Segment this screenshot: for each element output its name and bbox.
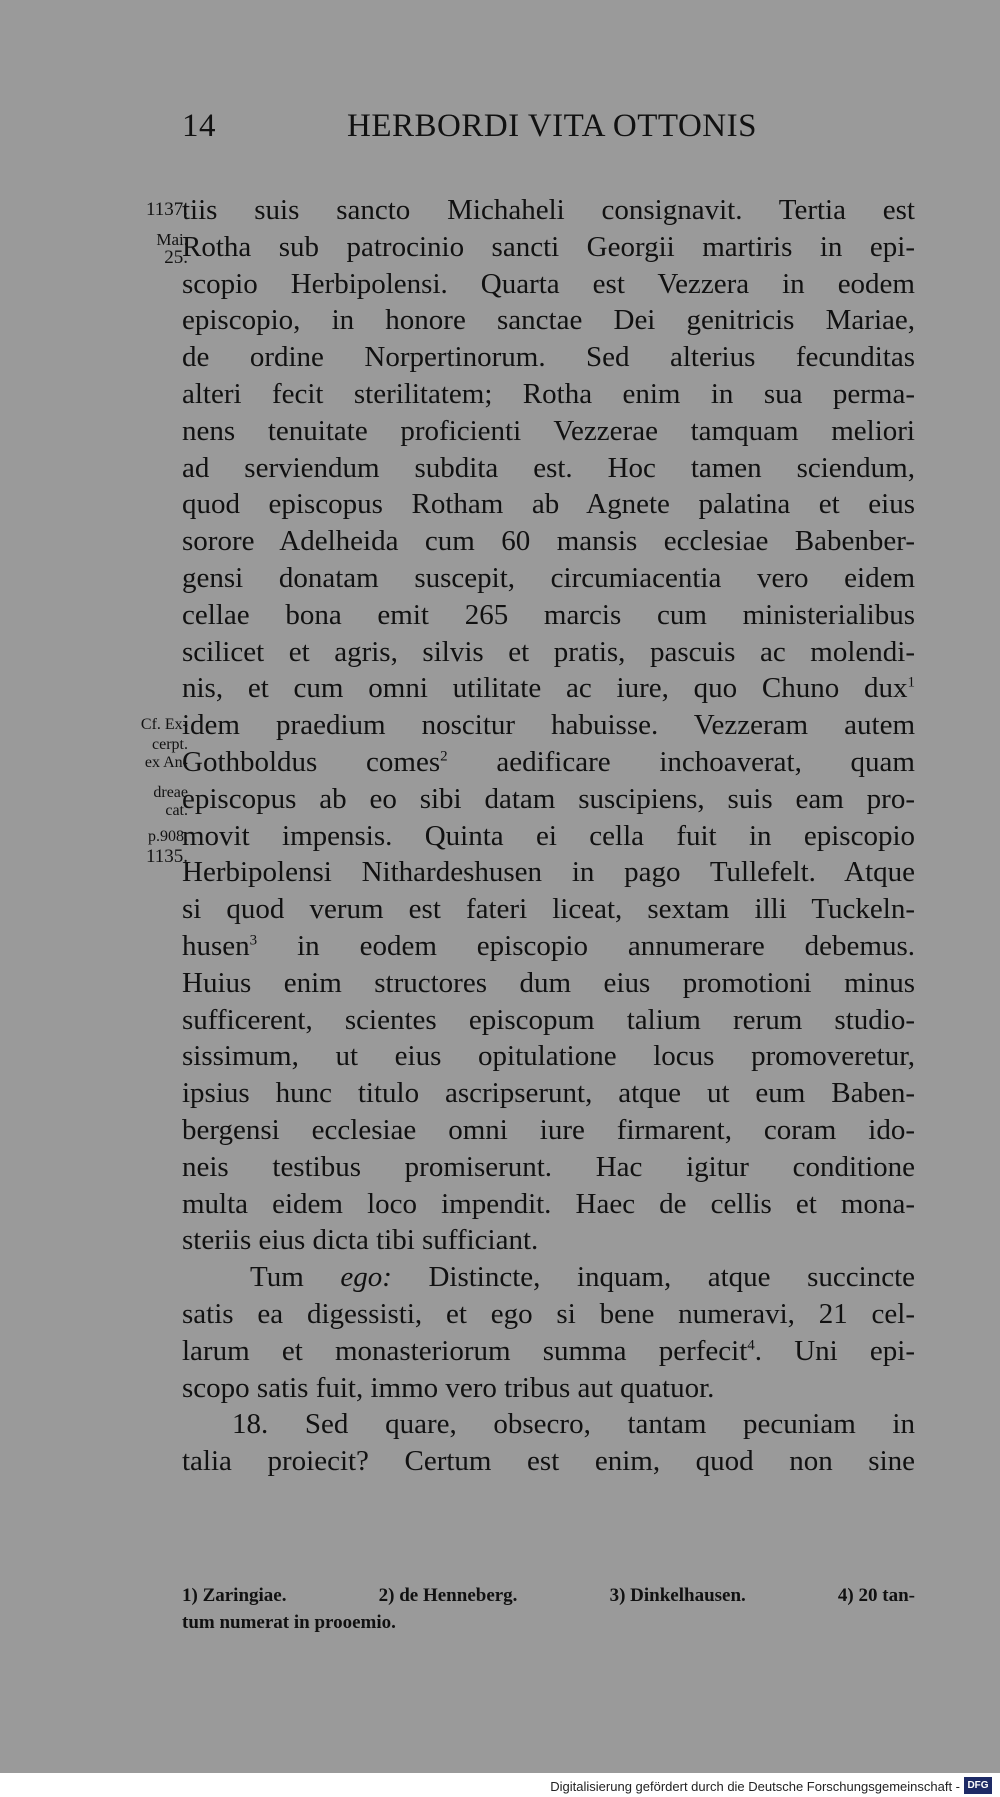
italic-text: ego:	[340, 1261, 392, 1294]
line-text: aedificare inchoaverat, quam	[447, 745, 915, 778]
footnote-ref: 2	[440, 748, 448, 765]
margin-note: 1135.	[145, 846, 188, 867]
margin-note: 25.	[164, 247, 188, 268]
line-text: Tum	[250, 1261, 304, 1294]
footnote-3: 3) Dinkelhausen.	[609, 1585, 746, 1606]
footnote-row	[182, 1582, 915, 1609]
text-line: tiis suis sancto Michaheli consignavit. Tertia est	[182, 194, 915, 226]
text-line	[182, 1333, 915, 1370]
text-line: alteri fecit sterilitatem; Rotha enim in sua perma-	[182, 377, 915, 410]
line-text: husen	[182, 929, 250, 962]
text-line: movit impensis. Quinta ei cella fuit in episcopio	[182, 819, 915, 852]
text-line: steriis eius dicta tibi sufficiant.	[182, 1224, 539, 1257]
text-line: episcopus ab eo sibi datam suscipiens, suis eam pro-	[182, 782, 915, 815]
line-text: . Uni epi-	[754, 1334, 915, 1367]
digitization-credit-bar	[0, 1773, 1000, 1797]
text-line: scilicet et agris, silvis et pratis, pascuis ac molendi-	[182, 635, 915, 668]
text-line: nens tenuitate proficienti Vezzerae tamquam meliori	[182, 414, 915, 447]
text-line: scopo satis fuit, immo vero tribus aut quatuor.	[182, 1371, 715, 1404]
footnote-ref: 3	[249, 932, 258, 949]
margin-note: Mai.	[156, 230, 188, 249]
text-line: neis testibus promiserunt. Hac igitur conditione	[182, 1150, 915, 1183]
text-line: episcopio, in honore sanctae Dei genitricis Mariae,	[182, 304, 915, 337]
text-line: scopio Herbipolensi. Quarta est Vezzera in eodem	[182, 267, 915, 300]
text-line: idem praedium noscitur habuisse. Vezzeram autem	[182, 709, 915, 742]
text-line	[182, 670, 915, 707]
text-line: bergensi ecclesiae omni iure firmarent, coram ido-	[182, 1113, 915, 1146]
text-line: gensi donatam suscepit, circumiacentia vero eidem	[182, 561, 915, 594]
text-line: cellae bona emit 265 marcis cum ministerialibus	[182, 598, 915, 631]
text-line: sorore Adelheida cum 60 mansis ecclesiae Babenber-	[182, 525, 915, 558]
footnote-1: 1) Zaringiae.	[182, 1585, 287, 1606]
page-number: 14	[182, 108, 216, 144]
text-line: 18. Sed quare, obsecro, tantam pecuniam in	[232, 1408, 915, 1441]
footnote-continuation: tum numerat in prooemio.	[182, 1612, 396, 1633]
text-line: talia proiecit? Certum est enim, quod non sine	[182, 1445, 915, 1478]
line-text: nis, et cum omni utilitate ac iure, quo Chuno dux	[182, 672, 908, 705]
margin-note: p.908.	[148, 828, 188, 845]
line-text: in eodem episcopio annumerare debemus.	[257, 929, 915, 962]
margin-note: dreae	[153, 784, 188, 801]
footnote-ref: 1	[907, 674, 915, 691]
dfg-logo-icon: DFG	[964, 1777, 992, 1794]
line-text: Gothboldus comes	[182, 745, 441, 778]
footnotes	[182, 1582, 915, 1636]
text-line	[182, 928, 915, 965]
running-title: HERBORDI VITA OTTONIS	[347, 108, 757, 144]
margin-note: cat.	[165, 802, 188, 819]
main-text	[182, 192, 915, 1480]
text-line: Rotha sub patrocinio sancti Georgii martiris in epi-	[182, 230, 915, 263]
text-line: sissimum, ut eius opitulatione locus promoveretur,	[182, 1040, 915, 1073]
text-line: Huius enim structores dum eius promotioni minus	[182, 966, 915, 999]
text-line: sufficerent, scientes episcopum talium rerum studio-	[182, 1003, 915, 1036]
text-line: de ordine Norpertinorum. Sed alterius fecunditas	[182, 341, 915, 374]
line-text: Distincte, inquam, atque succincte	[391, 1261, 916, 1294]
margin-note: Cf. Ex-	[140, 716, 188, 733]
margin-note: 1137.	[145, 199, 188, 220]
text-line	[182, 744, 915, 781]
footnote-4: 4) 20 tan-	[837, 1585, 915, 1606]
credit-text: Digitalisierung gefördert durch die Deutsche Forschungsgemeinschaft -	[550, 1779, 960, 1794]
footnote-2: 2) de Henneberg.	[378, 1585, 518, 1606]
margin-note: cerpt.	[152, 736, 188, 753]
text-line: Herbipolensi Nithardeshusen in pago Tullefelt. Atque	[182, 856, 915, 889]
text-line: satis ea digessisti, et ego si bene numeravi, 21 cel-	[182, 1297, 915, 1330]
margin-note: ex An-	[144, 754, 188, 771]
text-line: si quod verum est fateri liceat, sextam illi Tuckeln-	[182, 893, 915, 926]
text-line: quod episcopus Rotham ab Agnete palatina et eius	[182, 488, 915, 521]
text-line: ad serviendum subdita est. Hoc tamen sciendum,	[182, 451, 915, 484]
text-line: multa eidem loco impendit. Haec de cellis et mona-	[182, 1187, 915, 1220]
text-line: ipsius hunc titulo ascripserunt, atque ut eum Baben-	[182, 1077, 915, 1110]
footnote-ref: 4	[747, 1337, 755, 1354]
text-line	[182, 1259, 915, 1296]
line-text: larum et monasteriorum summa perfecit	[182, 1334, 748, 1367]
